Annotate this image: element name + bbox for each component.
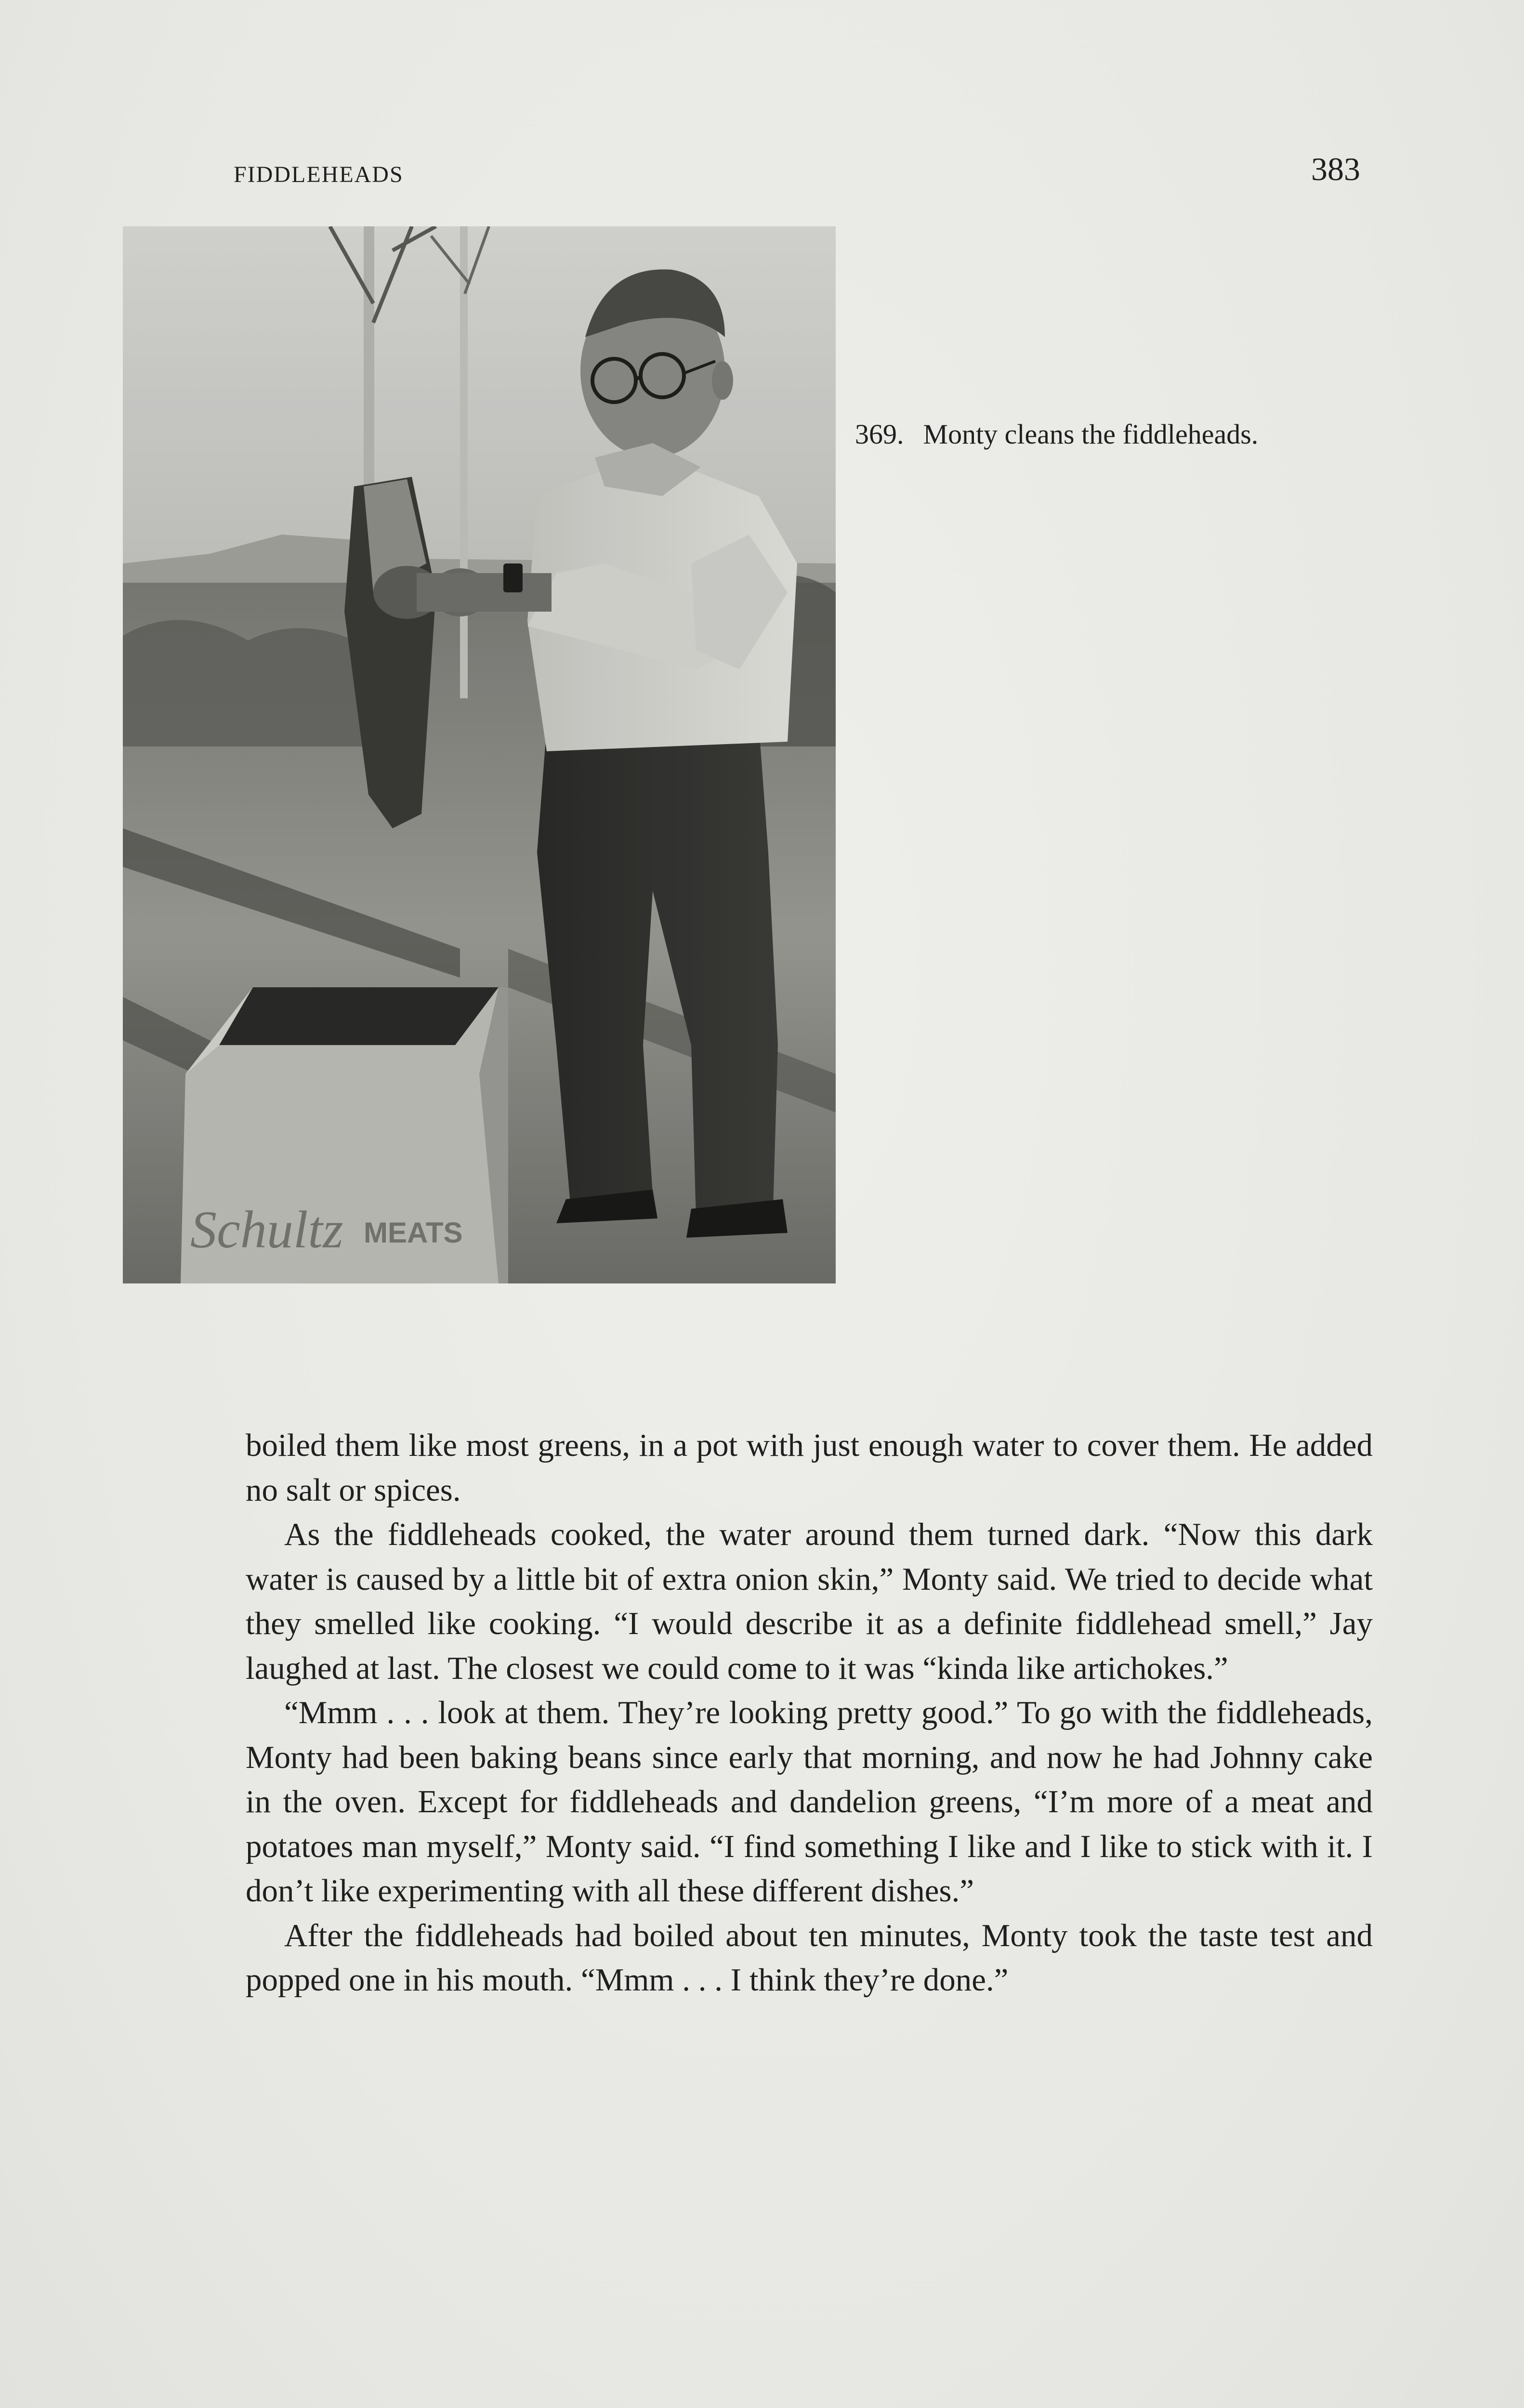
- paragraph-2: As the fiddleheads cooked, the water around them turned dark. “Now this dark water is caused by a little bit of extra onion skin,” Monty said. We tried to decide what they smelled like cooking. “I would describe it as a definite fiddlehead smell,” Jay laughed at last. The closest we could come to it was “kinda like artichokes.”: [246, 1517, 1373, 1686]
- page-number: 383: [1311, 151, 1360, 187]
- paragraph-1: boiled them like most greens, in a pot with just enough water to cover them. He added no salt or spices.: [246, 1427, 1373, 1508]
- figure-caption: [855, 418, 1258, 450]
- paragraph-3: “Mmm . . . look at them. They’re looking pretty good.” To go with the fiddleheads, Monty had been baking beans since early that morning, and now he had Johnny cake in the oven. Except for fiddleheads and dandelion greens, “I’m more of a meat and potatoes man myself,” Monty said. “I find something I like and I like to stick with it. I don’t like experimenting with all these different dishes.”: [246, 1695, 1373, 1909]
- photograph-monty-cleaning-fiddleheads: [123, 226, 836, 1283]
- photo-illustration: [123, 226, 836, 1283]
- paragraph-4: After the fiddleheads had boiled about ten minutes, Monty took the taste test and popped one in his mouth. “Mmm . . . I think they’re done.”: [246, 1917, 1373, 1998]
- body-text: [246, 1423, 1373, 2002]
- figure-number: 369.: [855, 419, 904, 450]
- figure-caption-text: Monty cleans the fiddleheads.: [923, 419, 1259, 450]
- box-logo-script: Schultz: [190, 1200, 343, 1259]
- running-head: FIDDLEHEADS: [234, 162, 404, 187]
- box-logo-meats: MEATS: [364, 1217, 463, 1249]
